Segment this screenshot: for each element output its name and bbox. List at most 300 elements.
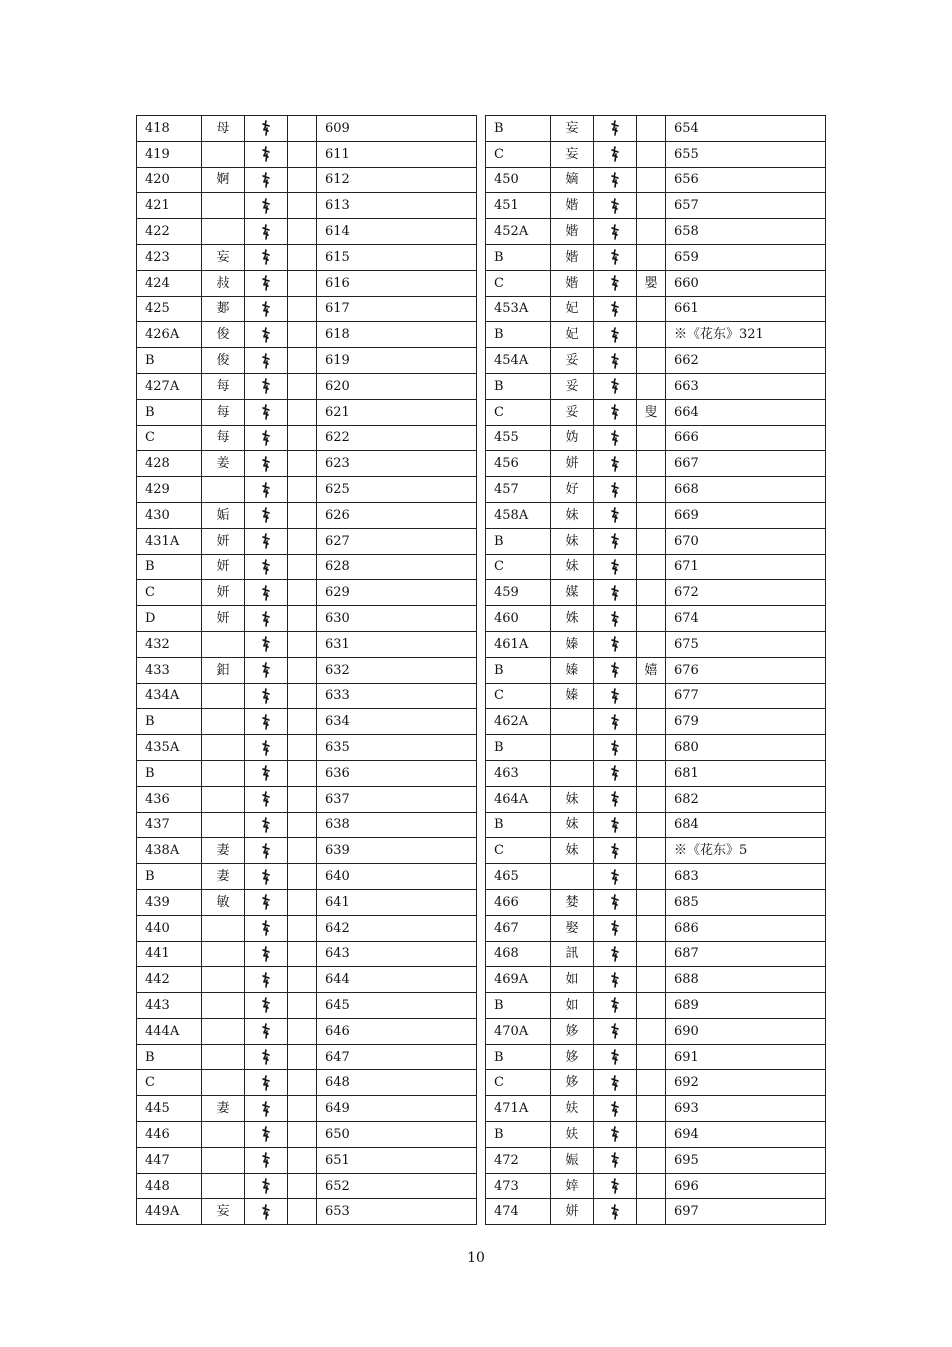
entry-number: 431A xyxy=(137,528,202,554)
table-row xyxy=(137,580,477,606)
reference-number: 667 xyxy=(666,451,826,477)
table-row xyxy=(137,322,477,348)
oracle-glyph-cell xyxy=(245,657,288,683)
oracle-glyph-cell xyxy=(594,219,637,245)
modern-character: 妥 xyxy=(551,399,594,425)
oracle-glyph-icon xyxy=(609,972,621,988)
oracle-glyph-cell xyxy=(245,683,288,709)
oracle-glyph-cell xyxy=(594,1044,637,1070)
modern-character: 好 xyxy=(551,477,594,503)
oracle-glyph-cell xyxy=(245,941,288,967)
oracle-glyph-cell xyxy=(245,141,288,167)
variant-character xyxy=(637,1070,666,1096)
reference-number: 659 xyxy=(666,244,826,270)
entry-number: 419 xyxy=(137,141,202,167)
oracle-glyph-icon xyxy=(260,585,272,601)
entry-number: 467 xyxy=(486,915,551,941)
entry-number: C xyxy=(486,399,551,425)
oracle-glyph-cell xyxy=(594,941,637,967)
oracle-glyph-icon xyxy=(260,327,272,343)
oracle-glyph-cell xyxy=(245,502,288,528)
variant-character xyxy=(637,116,666,142)
table-row xyxy=(137,657,477,683)
variant-character xyxy=(288,1122,317,1148)
modern-character: 妹 xyxy=(551,554,594,580)
reference-number: 662 xyxy=(666,348,826,374)
table-row xyxy=(486,193,826,219)
table-row xyxy=(137,967,477,993)
oracle-glyph-cell xyxy=(594,657,637,683)
variant-character xyxy=(637,451,666,477)
modern-character xyxy=(202,1122,245,1148)
oracle-glyph-cell xyxy=(245,709,288,735)
table-row xyxy=(137,941,477,967)
table-row xyxy=(137,373,477,399)
table-row xyxy=(137,451,477,477)
modern-character: 妄 xyxy=(551,141,594,167)
oracle-glyph-cell xyxy=(245,838,288,864)
entry-number: B xyxy=(486,735,551,761)
reference-number: 658 xyxy=(666,219,826,245)
oracle-glyph-cell xyxy=(245,967,288,993)
variant-character xyxy=(637,1173,666,1199)
oracle-glyph-icon xyxy=(609,507,621,523)
entry-number: C xyxy=(486,838,551,864)
table-row xyxy=(137,735,477,761)
table-row xyxy=(486,735,826,761)
reference-number: 652 xyxy=(317,1173,477,1199)
modern-character: 鈤 xyxy=(202,657,245,683)
table-row xyxy=(137,270,477,296)
table-row xyxy=(486,399,826,425)
reference-number: 641 xyxy=(317,889,477,915)
oracle-glyph-cell xyxy=(594,193,637,219)
table-row xyxy=(137,348,477,374)
oracle-glyph-icon xyxy=(260,430,272,446)
table-row xyxy=(486,373,826,399)
entry-number: 426A xyxy=(137,322,202,348)
reference-number: ※《花东》321 xyxy=(666,322,826,348)
table-row xyxy=(486,348,826,374)
variant-character xyxy=(288,606,317,632)
entry-number: C xyxy=(137,1070,202,1096)
variant-character xyxy=(637,1122,666,1148)
entry-number: 440 xyxy=(137,915,202,941)
modern-character: 訊 xyxy=(551,941,594,967)
variant-character xyxy=(637,760,666,786)
modern-character xyxy=(551,735,594,761)
table-row xyxy=(486,864,826,890)
modern-character: 妍 xyxy=(202,606,245,632)
oracle-glyph-cell xyxy=(594,631,637,657)
variant-character xyxy=(637,554,666,580)
variant-character xyxy=(288,296,317,322)
entry-number: 428 xyxy=(137,451,202,477)
reference-number: 628 xyxy=(317,554,477,580)
variant-character xyxy=(637,631,666,657)
reference-number: 632 xyxy=(317,657,477,683)
oracle-glyph-cell xyxy=(245,1044,288,1070)
entry-number: 452A xyxy=(486,219,551,245)
reference-number: 619 xyxy=(317,348,477,374)
table-row xyxy=(137,864,477,890)
table-row xyxy=(137,812,477,838)
modern-character xyxy=(551,864,594,890)
variant-character xyxy=(637,606,666,632)
oracle-glyph-cell xyxy=(245,735,288,761)
oracle-glyph-icon xyxy=(609,1152,621,1168)
entry-number: 422 xyxy=(137,219,202,245)
oracle-glyph-icon xyxy=(260,404,272,420)
reference-number: 633 xyxy=(317,683,477,709)
oracle-glyph-icon xyxy=(260,146,272,162)
variant-character xyxy=(288,528,317,554)
reference-number: 636 xyxy=(317,760,477,786)
reference-number: 671 xyxy=(666,554,826,580)
entry-number: 469A xyxy=(486,967,551,993)
modern-character: 妹 xyxy=(551,786,594,812)
modern-character xyxy=(202,1173,245,1199)
oracle-glyph-cell xyxy=(245,580,288,606)
entry-number: 465 xyxy=(486,864,551,890)
reference-number: 685 xyxy=(666,889,826,915)
oracle-glyph-icon xyxy=(260,1126,272,1142)
oracle-glyph-cell xyxy=(245,1173,288,1199)
variant-character xyxy=(288,1018,317,1044)
oracle-glyph-cell xyxy=(245,1199,288,1225)
oracle-glyph-icon xyxy=(260,843,272,859)
variant-character xyxy=(288,1044,317,1070)
table-row xyxy=(486,322,826,348)
oracle-glyph-icon xyxy=(260,740,272,756)
table-row xyxy=(486,683,826,709)
table-row xyxy=(137,244,477,270)
table-row xyxy=(137,528,477,554)
oracle-glyph-icon xyxy=(609,611,621,627)
entry-number: 449A xyxy=(137,1199,202,1225)
variant-character xyxy=(288,941,317,967)
modern-character xyxy=(202,1070,245,1096)
modern-character: 婀 xyxy=(202,167,245,193)
entry-number: B xyxy=(486,1122,551,1148)
modern-character xyxy=(202,915,245,941)
oracle-glyph-icon xyxy=(260,997,272,1013)
entry-number: 453A xyxy=(486,296,551,322)
entry-number: 461A xyxy=(486,631,551,657)
oracle-glyph-icon xyxy=(260,611,272,627)
oracle-glyph-cell xyxy=(594,1199,637,1225)
oracle-glyph-cell xyxy=(594,735,637,761)
modern-character: 妍 xyxy=(202,554,245,580)
reference-number: 629 xyxy=(317,580,477,606)
modern-character xyxy=(202,1018,245,1044)
variant-character xyxy=(288,451,317,477)
variant-character xyxy=(637,915,666,941)
modern-character: 每 xyxy=(202,399,245,425)
oracle-glyph-cell xyxy=(245,1096,288,1122)
reference-number: 681 xyxy=(666,760,826,786)
oracle-glyph-icon xyxy=(609,946,621,962)
table-row xyxy=(137,502,477,528)
table-row xyxy=(137,1018,477,1044)
oracle-glyph-cell xyxy=(245,864,288,890)
entry-number: B xyxy=(486,528,551,554)
table-row xyxy=(486,760,826,786)
modern-character: 母 xyxy=(202,116,245,142)
table-row xyxy=(486,709,826,735)
oracle-glyph-icon xyxy=(609,533,621,549)
variant-character xyxy=(288,244,317,270)
entry-number: 439 xyxy=(137,889,202,915)
oracle-glyph-cell xyxy=(594,477,637,503)
reference-number: 627 xyxy=(317,528,477,554)
oracle-glyph-icon xyxy=(609,198,621,214)
table-row xyxy=(486,1199,826,1225)
reference-number: 657 xyxy=(666,193,826,219)
reference-number: 661 xyxy=(666,296,826,322)
reference-number: 656 xyxy=(666,167,826,193)
oracle-glyph-icon xyxy=(609,456,621,472)
modern-character: 姼 xyxy=(551,1070,594,1096)
reference-number: 617 xyxy=(317,296,477,322)
oracle-glyph-icon xyxy=(609,714,621,730)
modern-character xyxy=(551,709,594,735)
modern-character: 妄 xyxy=(202,244,245,270)
reference-number: 653 xyxy=(317,1199,477,1225)
table-row xyxy=(486,116,826,142)
reference-number: 654 xyxy=(666,116,826,142)
oracle-glyph-icon xyxy=(260,249,272,265)
reference-number: 626 xyxy=(317,502,477,528)
table-row xyxy=(137,296,477,322)
oracle-glyph-cell xyxy=(245,477,288,503)
variant-character xyxy=(288,838,317,864)
oracle-glyph-icon xyxy=(260,456,272,472)
table-row xyxy=(486,631,826,657)
modern-character: 妹 xyxy=(551,838,594,864)
modern-character: 妹 xyxy=(551,502,594,528)
variant-character xyxy=(637,193,666,219)
variant-character xyxy=(288,477,317,503)
table-row xyxy=(137,915,477,941)
modern-character: 妥 xyxy=(551,373,594,399)
reference-number: 631 xyxy=(317,631,477,657)
modern-character: 敏 xyxy=(202,889,245,915)
reference-number: 655 xyxy=(666,141,826,167)
reference-number: 620 xyxy=(317,373,477,399)
oracle-glyph-cell xyxy=(594,683,637,709)
reference-number: 612 xyxy=(317,167,477,193)
modern-character: 妹 xyxy=(551,528,594,554)
table-row xyxy=(137,425,477,451)
modern-character: 婪 xyxy=(551,889,594,915)
oracle-glyph-icon xyxy=(609,1178,621,1194)
oracle-glyph-icon xyxy=(260,1075,272,1091)
oracle-glyph-cell xyxy=(245,1147,288,1173)
reference-number: 674 xyxy=(666,606,826,632)
modern-character: 娶 xyxy=(551,915,594,941)
character-table-right xyxy=(485,115,826,1225)
oracle-glyph-cell xyxy=(594,580,637,606)
reference-number: 643 xyxy=(317,941,477,967)
reference-number: 693 xyxy=(666,1096,826,1122)
table-row xyxy=(486,1070,826,1096)
oracle-glyph-icon xyxy=(609,688,621,704)
reference-number: 668 xyxy=(666,477,826,503)
variant-character xyxy=(637,683,666,709)
entry-number: 462A xyxy=(486,709,551,735)
oracle-glyph-icon xyxy=(260,714,272,730)
modern-character: 媘 xyxy=(551,244,594,270)
oracle-glyph-icon xyxy=(609,791,621,807)
oracle-glyph-icon xyxy=(260,765,272,781)
oracle-glyph-icon xyxy=(260,946,272,962)
oracle-glyph-cell xyxy=(245,296,288,322)
reference-number: 669 xyxy=(666,502,826,528)
table-row xyxy=(486,657,826,683)
entry-number: 458A xyxy=(486,502,551,528)
table-row xyxy=(486,141,826,167)
reference-number: 614 xyxy=(317,219,477,245)
reference-number: 675 xyxy=(666,631,826,657)
variant-character xyxy=(288,812,317,838)
oracle-glyph-icon xyxy=(609,1101,621,1117)
oracle-glyph-cell xyxy=(594,812,637,838)
variant-character xyxy=(288,683,317,709)
table-row xyxy=(137,683,477,709)
variant-character xyxy=(637,709,666,735)
modern-character: 媘 xyxy=(551,270,594,296)
reference-number: 679 xyxy=(666,709,826,735)
modern-character: 每 xyxy=(202,425,245,451)
oracle-glyph-cell xyxy=(594,451,637,477)
modern-character: 俊 xyxy=(202,322,245,348)
variant-character xyxy=(637,322,666,348)
entry-number: B xyxy=(137,399,202,425)
table-row xyxy=(486,993,826,1019)
entry-number: B xyxy=(137,709,202,735)
modern-character: 妥 xyxy=(551,348,594,374)
oracle-glyph-icon xyxy=(260,817,272,833)
table-row xyxy=(137,889,477,915)
entry-number: 446 xyxy=(137,1122,202,1148)
modern-character xyxy=(202,967,245,993)
modern-character: 婞 xyxy=(551,1173,594,1199)
oracle-glyph-icon xyxy=(609,869,621,885)
table-row xyxy=(486,838,826,864)
oracle-glyph-icon xyxy=(609,740,621,756)
oracle-glyph-cell xyxy=(245,193,288,219)
modern-character: 如 xyxy=(551,967,594,993)
entry-number: 435A xyxy=(137,735,202,761)
entry-number: 468 xyxy=(486,941,551,967)
variant-character xyxy=(637,889,666,915)
reference-number: 609 xyxy=(317,116,477,142)
entry-number: 464A xyxy=(486,786,551,812)
variant-character xyxy=(288,270,317,296)
entry-number: 424 xyxy=(137,270,202,296)
entry-number: 434A xyxy=(137,683,202,709)
oracle-glyph-icon xyxy=(609,378,621,394)
reference-number: 680 xyxy=(666,735,826,761)
oracle-glyph-icon xyxy=(260,1101,272,1117)
reference-number: 688 xyxy=(666,967,826,993)
entry-number: 436 xyxy=(137,786,202,812)
modern-character: 妍 xyxy=(202,528,245,554)
modern-character xyxy=(202,812,245,838)
modern-character xyxy=(202,941,245,967)
entry-number: 448 xyxy=(137,1173,202,1199)
reference-number: 664 xyxy=(666,399,826,425)
oracle-glyph-cell xyxy=(594,606,637,632)
entry-number: 445 xyxy=(137,1096,202,1122)
table-row xyxy=(137,477,477,503)
oracle-glyph-icon xyxy=(609,1023,621,1039)
reference-number: 645 xyxy=(317,993,477,1019)
variant-character xyxy=(637,941,666,967)
oracle-glyph-cell xyxy=(245,116,288,142)
modern-character xyxy=(202,993,245,1019)
reference-number: 621 xyxy=(317,399,477,425)
reference-number: 651 xyxy=(317,1147,477,1173)
variant-character xyxy=(637,1096,666,1122)
oracle-glyph-icon xyxy=(260,120,272,136)
modern-character: 妃 xyxy=(551,322,594,348)
oracle-glyph-icon xyxy=(609,120,621,136)
oracle-glyph-cell xyxy=(245,1070,288,1096)
entry-number: 454A xyxy=(486,348,551,374)
variant-character xyxy=(637,348,666,374)
oracle-glyph-cell xyxy=(594,373,637,399)
variant-character xyxy=(288,554,317,580)
table-row xyxy=(137,1122,477,1148)
variant-character xyxy=(288,425,317,451)
entry-number: 438A xyxy=(137,838,202,864)
oracle-glyph-icon xyxy=(609,843,621,859)
table-row xyxy=(137,167,477,193)
modern-character: 每 xyxy=(202,373,245,399)
oracle-glyph-cell xyxy=(245,915,288,941)
variant-character xyxy=(288,1147,317,1173)
reference-number: 666 xyxy=(666,425,826,451)
modern-character: 妻 xyxy=(202,864,245,890)
oracle-glyph-icon xyxy=(609,662,621,678)
entry-number: C xyxy=(137,425,202,451)
table-row xyxy=(486,1096,826,1122)
variant-character xyxy=(288,993,317,1019)
variant-character xyxy=(288,864,317,890)
oracle-glyph-cell xyxy=(594,1096,637,1122)
oracle-glyph-icon xyxy=(260,172,272,188)
oracle-glyph-icon xyxy=(260,972,272,988)
oracle-glyph-icon xyxy=(260,869,272,885)
reference-number: 625 xyxy=(317,477,477,503)
oracle-glyph-icon xyxy=(609,559,621,575)
variant-character xyxy=(288,580,317,606)
entry-number: 459 xyxy=(486,580,551,606)
modern-character: 敊 xyxy=(202,270,245,296)
entry-number: B xyxy=(486,373,551,399)
entry-number: B xyxy=(486,993,551,1019)
table-row xyxy=(137,399,477,425)
variant-character xyxy=(288,193,317,219)
oracle-glyph-cell xyxy=(245,373,288,399)
table-row xyxy=(137,786,477,812)
modern-character: 媘 xyxy=(551,219,594,245)
variant-character xyxy=(288,322,317,348)
oracle-glyph-icon xyxy=(609,585,621,601)
table-row xyxy=(137,219,477,245)
